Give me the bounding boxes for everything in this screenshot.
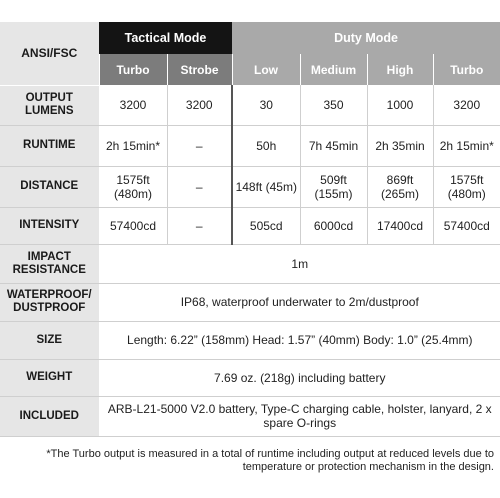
table-cell: 3200 [167,85,232,125]
table-cell: 57400cd [99,207,167,244]
group-header-row [0,22,500,54]
mode-header: Strobe [167,54,232,85]
table-cell: Length: 6.22” (158mm) Head: 1.57” (40mm) Body: 1.0” (25.4mm) [99,321,500,359]
row-label-weight: WEIGHT [0,359,99,396]
table-cell: 57400cd [433,207,500,244]
mode-header: Turbo [433,54,500,85]
table-cell: 7.69 oz. (218g) including battery [99,359,500,396]
row-label-waterproof: WATERPROOF/ DUSTPROOF [0,283,99,321]
mode-header: Medium [300,54,367,85]
row-label-size: SIZE [0,321,99,359]
table-cell: 50h [232,125,300,166]
row-label-distance: DISTANCE [0,166,99,207]
mode-header: Turbo [99,54,167,85]
table-cell: IP68, waterproof underwater to 2m/dustproof [99,283,500,321]
spec-table [0,22,500,437]
table-row [0,207,500,244]
table-cell: 17400cd [367,207,433,244]
table-cell: 869ft (265m) [367,166,433,207]
mode-header: Low [232,54,300,85]
table-cell: 2h 35min [367,125,433,166]
table-row [0,283,500,321]
table-cell: 148ft (45m) [232,166,300,207]
table-cell: 1575ft (480m) [433,166,500,207]
table-row [0,321,500,359]
corner-label: ANSI/FSC [0,22,99,85]
table-cell: 3200 [433,85,500,125]
table-row [0,85,500,125]
table-cell: 7h 45min [300,125,367,166]
row-label-intensity: INTENSITY [0,207,99,244]
table-cell: 1000 [367,85,433,125]
table-cell: 509ft (155m) [300,166,367,207]
table-cell: – [167,166,232,207]
tactical-mode-header: Tactical Mode [99,22,232,54]
table-row [0,166,500,207]
table-cell: – [167,207,232,244]
table-row [0,396,500,436]
mode-header: High [367,54,433,85]
table-cell: 30 [232,85,300,125]
table-cell: 350 [300,85,367,125]
table-row [0,125,500,166]
row-label-included: INCLUDED [0,396,99,436]
table-cell: 3200 [99,85,167,125]
duty-mode-header: Duty Mode [232,22,500,54]
table-cell: – [167,125,232,166]
table-row [0,244,500,283]
table-cell: 1575ft (480m) [99,166,167,207]
row-label-impact-resistance: IMPACT RESISTANCE [0,244,99,283]
row-label-runtime: RUNTIME [0,125,99,166]
table-cell: 2h 15min* [433,125,500,166]
table-cell: ARB-L21-5000 V2.0 battery, Type-C charging cable, holster, lanyard, 2 x spare O-rings [99,396,500,436]
row-label-output-lumens: OUTPUT LUMENS [0,85,99,125]
table-cell: 1m [99,244,500,283]
table-row [0,359,500,396]
table-cell: 2h 15min* [99,125,167,166]
footnote: *The Turbo output is measured in a total of runtime including output at reduced levels due to temperature or protection mechanism in the design. [46,448,494,473]
table-cell: 505cd [232,207,300,244]
table-cell: 6000cd [300,207,367,244]
